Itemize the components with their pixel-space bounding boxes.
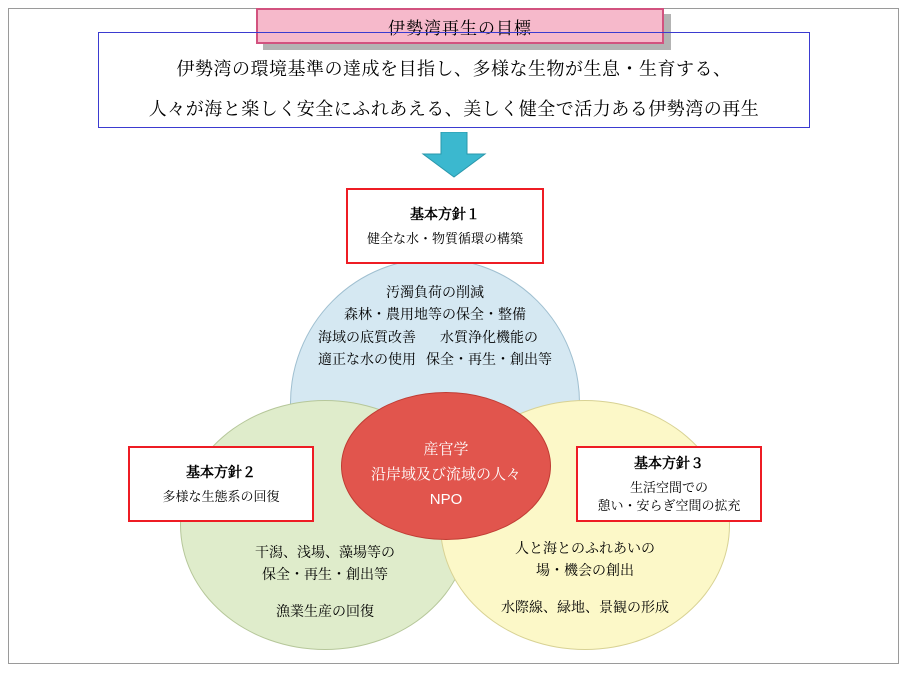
top-item-2: 森林・農用地等の保全・整備 bbox=[344, 305, 526, 322]
policy-3-subtitle: 生活空間での 憩い・安らぎ空間の拡充 bbox=[597, 479, 741, 513]
down-arrow-icon bbox=[421, 132, 487, 178]
top-col-left bbox=[318, 327, 416, 370]
top-item-columns bbox=[290, 327, 580, 370]
circle-left-text bbox=[180, 542, 470, 623]
right-item-1: 人と海とのふれあいの bbox=[515, 540, 655, 556]
left-item-1: 干潟、浅場、藻場等の bbox=[255, 544, 395, 560]
left-item-3: 漁業生産の回復 bbox=[276, 603, 374, 620]
policy-2-subtitle: 多様な生態系の回復 bbox=[162, 488, 280, 504]
circle-top-text bbox=[290, 282, 580, 371]
goal-line-1: 伊勢湾の環境基準の達成を目指し、多様な生物が生息・生育する、 bbox=[176, 59, 732, 79]
center-line-1: 産官学 bbox=[423, 441, 469, 458]
right-item-3: 水際線、緑地、景観の形成 bbox=[501, 599, 669, 616]
top-col-right bbox=[426, 327, 552, 370]
center-line-2: 沿岸域及び流域の人々 bbox=[370, 465, 521, 483]
left-item-2: 保全・再生・創出等 bbox=[262, 565, 388, 582]
top-col-left-1: 海域の底質改善 bbox=[318, 329, 416, 346]
policy-3-title: 基本方針３ bbox=[634, 454, 704, 471]
top-col-right-2: 保全・再生・創出等 bbox=[426, 351, 552, 368]
top-item-1: 汚濁負荷の削減 bbox=[386, 284, 484, 300]
center-line-3: NPO bbox=[429, 490, 463, 508]
goal-line-2: 人々が海と楽しく安全にふれあえる、美しく健全で活力ある伊勢湾の再生 bbox=[148, 99, 760, 119]
right-item-2: 場・機会の創出 bbox=[536, 561, 634, 578]
circle-right-text bbox=[440, 538, 730, 619]
policy-box-2 bbox=[128, 446, 314, 522]
policy-2-title: 基本方針２ bbox=[186, 463, 256, 480]
goal-statement-text bbox=[98, 48, 810, 128]
policy-1-subtitle: 健全な水・物質循環の構築 bbox=[366, 230, 523, 246]
top-col-right-1: 水質浄化機能の bbox=[440, 329, 538, 346]
page-title: 伊勢湾再生の目標 bbox=[388, 18, 532, 38]
circle-center-text bbox=[341, 438, 551, 512]
top-col-left-2: 適正な水の使用 bbox=[318, 351, 416, 368]
policy-1-title: 基本方針１ bbox=[410, 205, 480, 222]
policy-box-1 bbox=[346, 188, 544, 264]
policy-box-3 bbox=[576, 446, 762, 522]
